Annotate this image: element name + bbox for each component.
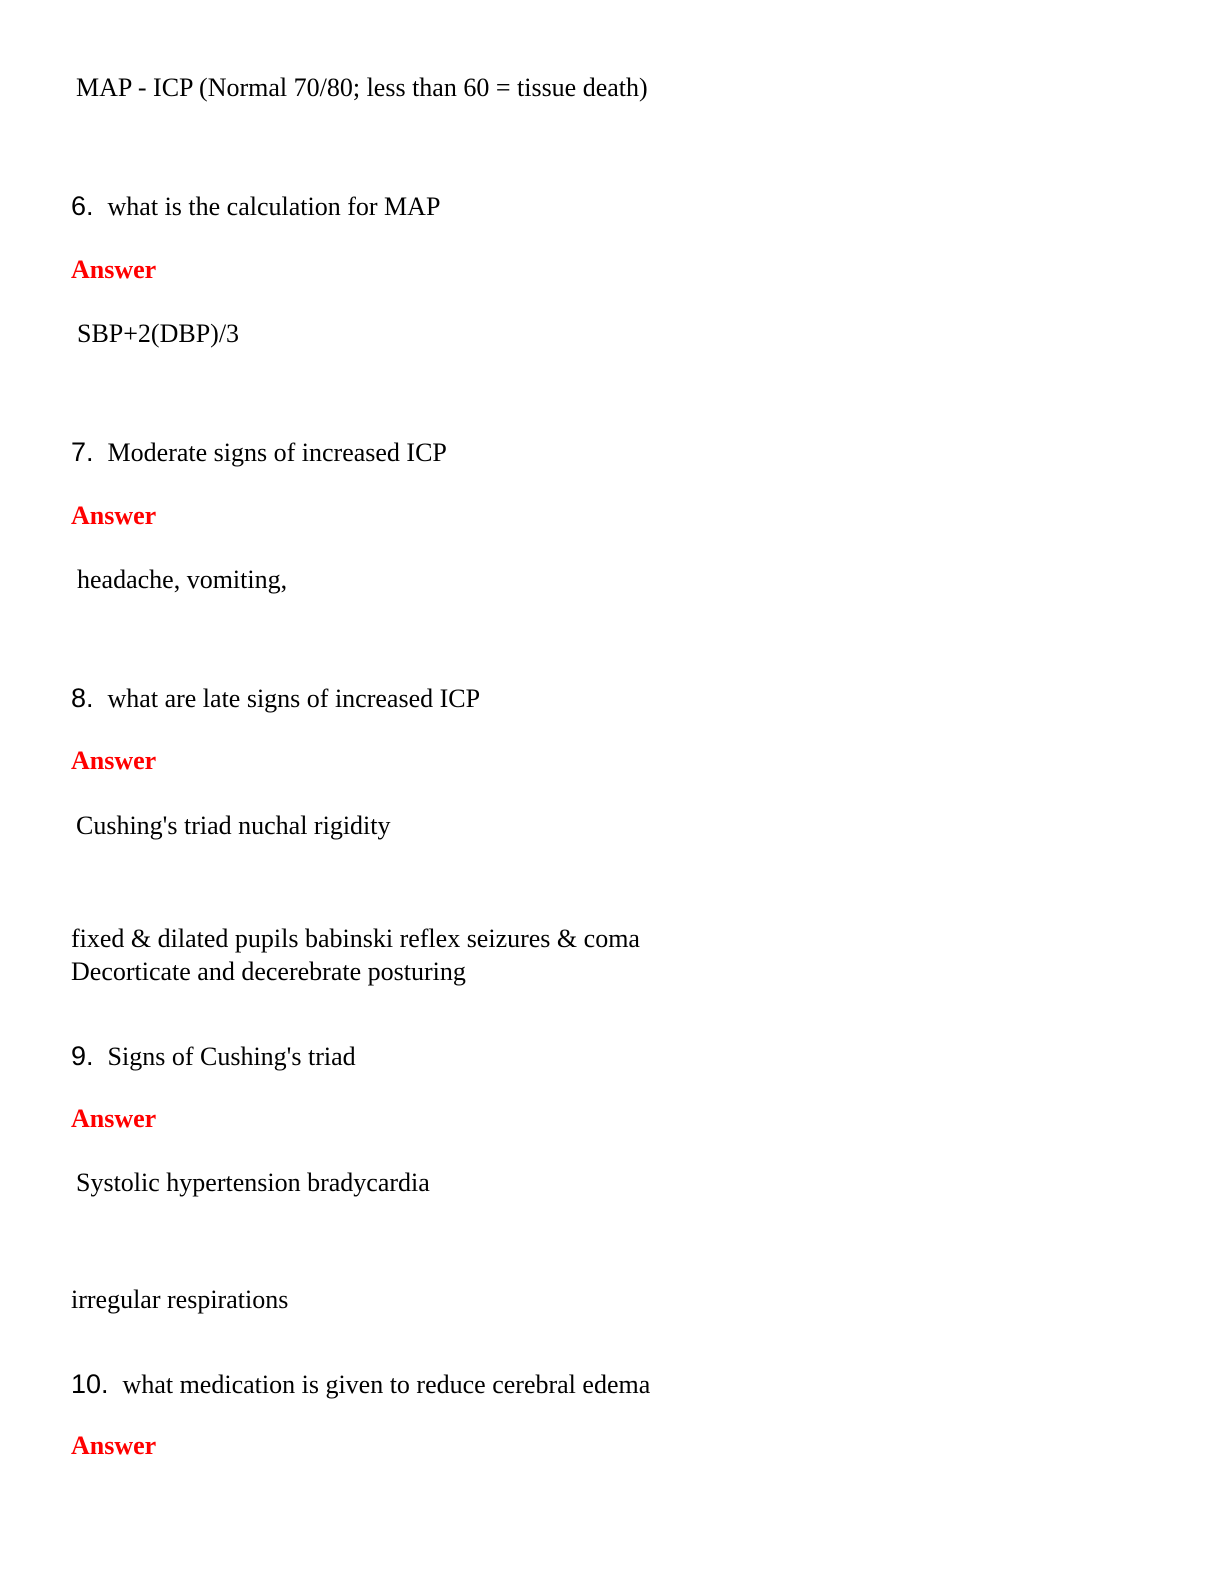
question-text: Moderate signs of increased ICP — [107, 438, 447, 467]
question-number: 6. — [71, 191, 94, 221]
answer-text: Decorticate and decerebrate posturing — [71, 957, 466, 986]
question-number: 10. — [71, 1369, 109, 1399]
question-text: Signs of Cushing's triad — [107, 1042, 356, 1071]
question-7 — [71, 436, 447, 469]
intro-answer-text: MAP - ICP (Normal 70/80; less than 60 = tissue death) — [76, 73, 648, 102]
answer-text: Systolic hypertension bradycardia — [76, 1168, 430, 1197]
question-6 — [71, 190, 440, 223]
answer-text: irregular respirations — [71, 1285, 289, 1314]
question-number: 8. — [71, 683, 94, 713]
question-text: what are late signs of increased ICP — [107, 684, 481, 713]
answer-text: fixed & dilated pupils babinski reflex seizures & coma — [71, 924, 640, 953]
question-8 — [71, 682, 480, 715]
answer-label: Answer — [71, 746, 157, 775]
answer-label: Answer — [71, 501, 157, 530]
answer-label: Answer — [71, 1104, 157, 1133]
answer-label: Answer — [71, 255, 157, 284]
question-number: 7. — [71, 437, 94, 467]
question-text: what medication is given to reduce cerebral edema — [122, 1370, 651, 1399]
answer-text: SBP+2(DBP)/3 — [77, 319, 240, 348]
question-text: what is the calculation for MAP — [107, 192, 441, 221]
question-9 — [71, 1040, 356, 1073]
answer-text: Cushing's triad nuchal rigidity — [76, 811, 391, 840]
answer-label: Answer — [71, 1431, 157, 1460]
question-10 — [71, 1368, 650, 1401]
answer-text: headache, vomiting, — [77, 565, 288, 594]
question-number: 9. — [71, 1041, 94, 1071]
